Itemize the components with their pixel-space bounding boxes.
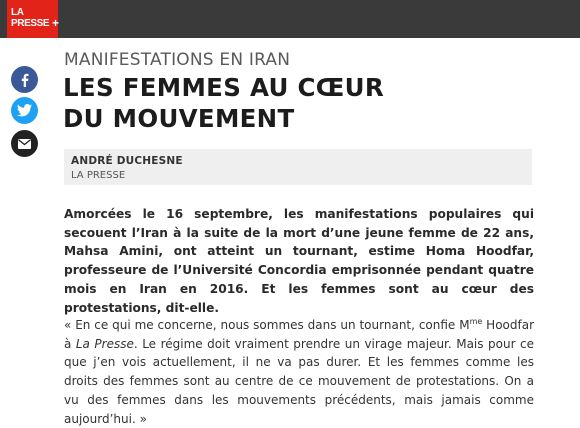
article-kicker: MANIFESTATIONS EN IRAN xyxy=(64,50,291,70)
author-name[interactable]: ANDRÉ DUCHESNE xyxy=(71,155,183,167)
share-gutter xyxy=(0,38,48,420)
quote-publication-name: La Presse xyxy=(75,336,134,351)
logo-line-2: PRESSE xyxy=(11,18,50,29)
quote-text-3: . Le régime doit vraiment prendre un virage majeur. Mais pour ce que j’en vois actuellement, il ne va pas durer. Et les femmes comme les droits des femmes sont au centre de ce mouvement de protestations. On a vu des femmes dans les mouvements précédents, mais jamais comme aujourd’hui. » xyxy=(64,336,535,426)
logo-plus: + xyxy=(52,16,60,30)
quote-text-2: Hoodfar à xyxy=(64,318,535,351)
article-title-line-1: LES FEMMES AU CŒUR xyxy=(63,73,385,102)
article-title xyxy=(63,72,533,134)
byline-box xyxy=(64,149,532,185)
twitter-share-button[interactable] xyxy=(11,97,38,124)
facebook-icon xyxy=(18,73,32,87)
quote-superscript: me xyxy=(469,317,483,326)
article-quote xyxy=(64,316,534,428)
article-title-line-2: DU MOUVEMENT xyxy=(63,104,295,133)
author-source: LA PRESSE xyxy=(71,170,126,181)
top-bar xyxy=(0,0,580,38)
logo-line-1: LA xyxy=(11,7,24,18)
quote-text-1: « En ce qui me concerne, nous sommes dans un tournant, confie M xyxy=(64,318,470,332)
email-icon xyxy=(18,139,31,149)
facebook-share-button[interactable] xyxy=(11,66,38,93)
article-lead: Amorcées le 16 septembre, les manifestations populaires qui secouent l’Iran à la suite de la mort d’une jeune femme de 22 ans, Mahsa Amini, ont atteint un tournant, estime Homa Hoodfar, professeure de l’Université Concordia emprisonnée pendant quatre mois en Iran en 2016. Et les femmes sont au cœur des protestations, dit-elle. xyxy=(64,207,534,315)
la-presse-logo[interactable] xyxy=(7,0,58,38)
twitter-icon xyxy=(17,104,32,117)
email-share-button[interactable] xyxy=(11,130,38,157)
